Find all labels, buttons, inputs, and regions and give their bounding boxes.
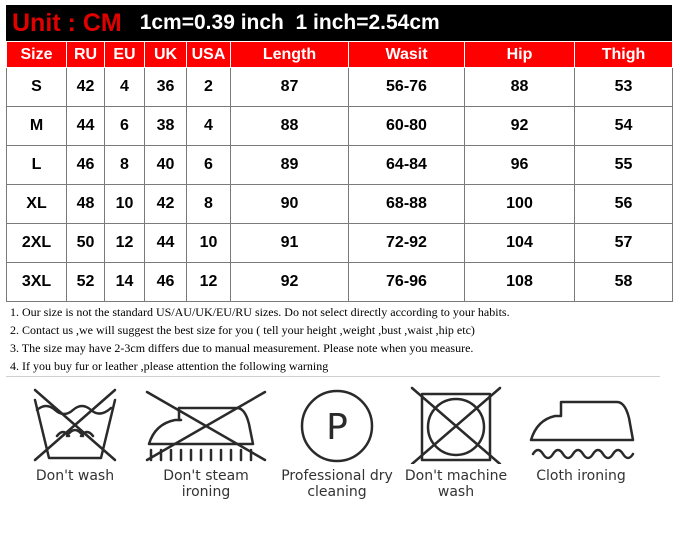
- cell-hip: 96: [465, 146, 575, 185]
- table-row: [7, 146, 673, 185]
- no-wash-icon: [25, 384, 125, 464]
- column-header-thigh: Thigh: [575, 42, 673, 68]
- cell-size: XL: [7, 185, 67, 224]
- column-header-hip: Hip: [465, 42, 575, 68]
- cell-thigh: 54: [575, 107, 673, 146]
- care-item-professional-dry-cleaning: [272, 384, 402, 500]
- cell-waist: 68-88: [349, 185, 465, 224]
- cell-usa: 2: [187, 68, 231, 107]
- cell-uk: 42: [145, 185, 187, 224]
- cell-waist: 72-92: [349, 224, 465, 263]
- cell-uk: 36: [145, 68, 187, 107]
- column-header-uk: UK: [145, 42, 187, 68]
- cell-waist: 76-96: [349, 263, 465, 302]
- divider: [6, 376, 660, 377]
- cell-size: 3XL: [7, 263, 67, 302]
- cell-size: L: [7, 146, 67, 185]
- cell-thigh: 57: [575, 224, 673, 263]
- cell-waist: 60-80: [349, 107, 465, 146]
- column-header-size: Size: [7, 42, 67, 68]
- cell-eu: 8: [105, 146, 145, 185]
- care-label: Don't machine wash: [404, 468, 508, 500]
- table-row: [7, 107, 673, 146]
- cell-length: 87: [231, 68, 349, 107]
- header-bar: [6, 5, 672, 41]
- cell-eu: 6: [105, 107, 145, 146]
- cell-waist: 64-84: [349, 146, 465, 185]
- column-header-waist: Wasit: [349, 42, 465, 68]
- cell-hip: 88: [465, 68, 575, 107]
- cell-size: S: [7, 68, 67, 107]
- cell-eu: 14: [105, 263, 145, 302]
- column-header-length: Length: [231, 42, 349, 68]
- cell-eu: 4: [105, 68, 145, 107]
- cell-ru: 48: [67, 185, 105, 224]
- size-table: [6, 41, 673, 302]
- cell-usa: 4: [187, 107, 231, 146]
- cell-thigh: 53: [575, 68, 673, 107]
- care-instructions: [10, 384, 670, 524]
- care-item-no-steam-ironing: [141, 384, 271, 500]
- cell-size: M: [7, 107, 67, 146]
- cell-thigh: 58: [575, 263, 673, 302]
- cell-thigh: 55: [575, 146, 673, 185]
- cell-length: 92: [231, 263, 349, 302]
- care-item-cloth-ironing: [516, 384, 646, 484]
- care-item-no-wash: [10, 384, 140, 484]
- care-label: Don't wash: [35, 468, 115, 484]
- column-header-eu: EU: [105, 42, 145, 68]
- cell-ru: 52: [67, 263, 105, 302]
- care-label: Cloth ironing: [536, 468, 626, 484]
- cell-usa: 10: [187, 224, 231, 263]
- cell-uk: 46: [145, 263, 187, 302]
- cloth-ironing-icon: [521, 384, 641, 464]
- note-line: 4. If you buy fur or leather ,please attention the following warning: [10, 359, 329, 373]
- cell-usa: 12: [187, 263, 231, 302]
- cell-eu: 10: [105, 185, 145, 224]
- size-notes: [10, 303, 670, 375]
- table-row: [7, 185, 673, 224]
- column-header-ru: RU: [67, 42, 105, 68]
- cell-size: 2XL: [7, 224, 67, 263]
- cell-uk: 38: [145, 107, 187, 146]
- care-item-no-machine-wash: [391, 384, 521, 500]
- note-line: 2. Contact us ,we will suggest the best size for you ( tell your height ,weight ,bust ,waist ,hip etc): [10, 323, 475, 337]
- cell-hip: 92: [465, 107, 575, 146]
- cell-usa: 8: [187, 185, 231, 224]
- cell-usa: 6: [187, 146, 231, 185]
- care-label: Professional dry cleaning: [281, 468, 393, 500]
- dry-cleaning-symbol: P: [326, 407, 348, 448]
- cell-thigh: 56: [575, 185, 673, 224]
- cell-ru: 42: [67, 68, 105, 107]
- no-machine-wash-icon: [406, 384, 506, 464]
- cell-hip: 100: [465, 185, 575, 224]
- table-row: [7, 68, 673, 107]
- cell-length: 88: [231, 107, 349, 146]
- cell-ru: 44: [67, 107, 105, 146]
- no-steam-ironing-icon: [141, 384, 271, 464]
- cell-length: 91: [231, 224, 349, 263]
- cell-uk: 40: [145, 146, 187, 185]
- cell-hip: 108: [465, 263, 575, 302]
- unit-title: Unit : CM: [12, 8, 122, 37]
- care-label: Don't steam ironing: [163, 468, 249, 500]
- cell-uk: 44: [145, 224, 187, 263]
- note-line: 1. Our size is not the standard US/AU/UK/EU/RU sizes. Do not select directly according to your habits.: [10, 305, 510, 319]
- cell-ru: 46: [67, 146, 105, 185]
- column-header-usa: USA: [187, 42, 231, 68]
- cell-waist: 56-76: [349, 68, 465, 107]
- cell-eu: 12: [105, 224, 145, 263]
- table-row: [7, 224, 673, 263]
- cell-length: 90: [231, 185, 349, 224]
- cell-hip: 104: [465, 224, 575, 263]
- table-row: [7, 263, 673, 302]
- professional-dry-cleaning-icon: [292, 384, 382, 464]
- cell-ru: 50: [67, 224, 105, 263]
- note-line: 3. The size may have 2-3cm differs due to manual measurement. Please note when you measure.: [10, 341, 474, 355]
- table-header-row: [7, 42, 673, 68]
- unit-conversion: 1cm=0.39 inch 1 inch=2.54cm: [139, 11, 440, 34]
- cell-length: 89: [231, 146, 349, 185]
